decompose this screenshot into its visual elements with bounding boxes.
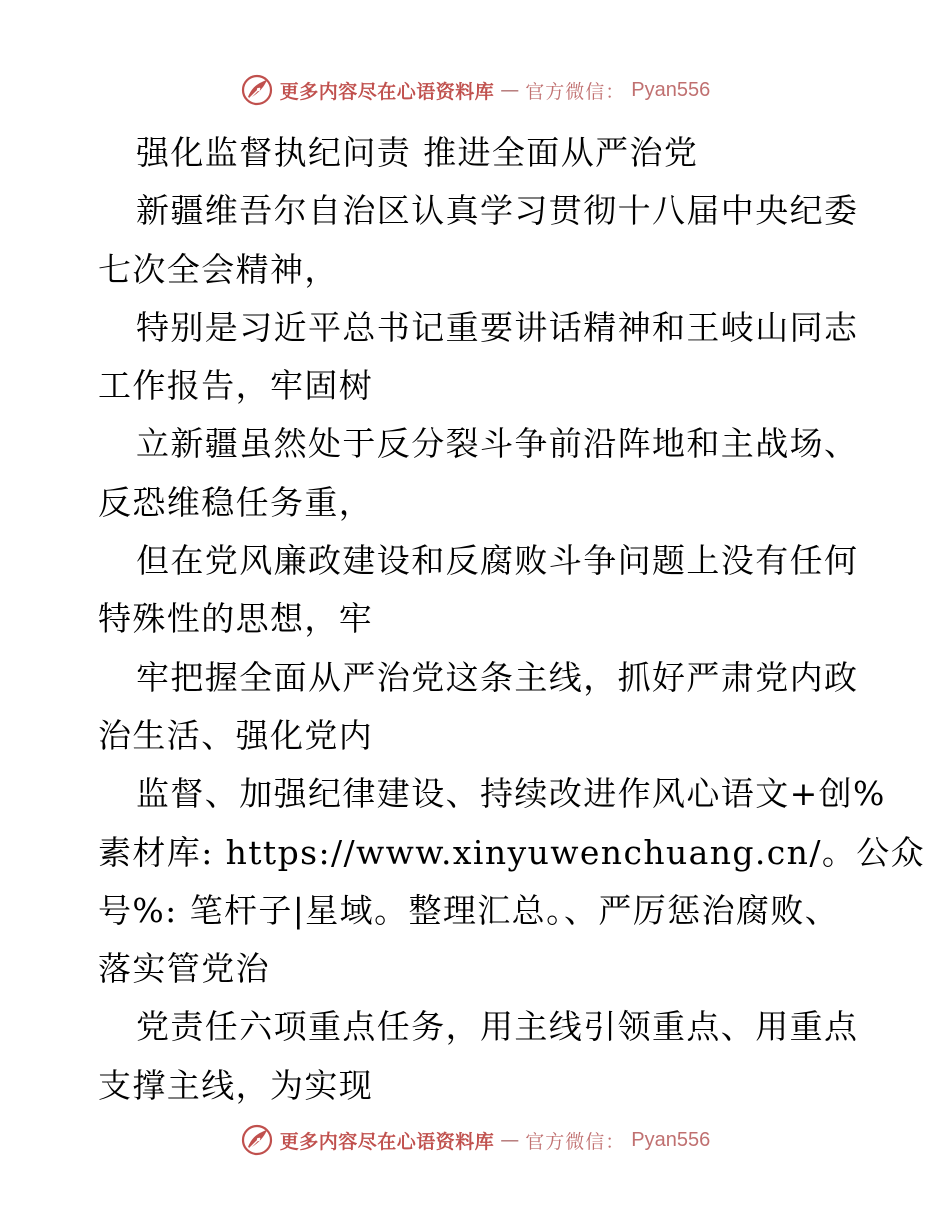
paragraph-line: 号%: 笔杆子|星域。整理汇总。、严厉惩治腐败、 bbox=[98, 890, 840, 930]
paragraph-line: 特别是习近平总书记重要讲话精神和王岐山同志 bbox=[136, 307, 859, 347]
paragraph-line: 素材库: https://www.xinyuwenchuang.cn/。公众 bbox=[98, 832, 926, 872]
paragraph-line: 党责任六项重点任务，用主线引领重点、用重点 bbox=[136, 1007, 859, 1047]
wechat-id: Pyan556 bbox=[631, 78, 711, 101]
paragraph-line: 支撑主线，为实现 bbox=[98, 1065, 374, 1105]
footer-banner bbox=[0, 1118, 950, 1162]
footer-banner-content bbox=[240, 1123, 711, 1157]
banner-separator: — bbox=[500, 1129, 520, 1151]
pen-nib-logo-icon bbox=[240, 73, 274, 107]
banner-separator: — bbox=[500, 79, 520, 101]
paragraph-line: 新疆维吾尔自治区认真学习贯彻十八届中央纪委 bbox=[136, 191, 859, 231]
wechat-label: 官方微信： bbox=[525, 80, 626, 103]
wechat-label: 官方微信： bbox=[525, 1130, 626, 1153]
paragraph-line: 立新疆虽然处于反分裂斗争前沿阵地和主战场、 bbox=[136, 424, 859, 464]
paragraph-line: 落实管党治 bbox=[98, 949, 270, 989]
paragraph-line: 但在党风廉政建设和反腐败斗争问题上没有任何 bbox=[136, 541, 859, 581]
header-banner-content bbox=[240, 73, 711, 107]
paragraph-line: 特殊性的思想，牢 bbox=[98, 599, 374, 639]
pen-nib-logo-icon bbox=[240, 1123, 274, 1157]
paragraph-line: 监督、加强纪律建设、持续改进作风心语文+创% bbox=[136, 774, 886, 814]
paragraph-line: 七次全会精神， bbox=[98, 249, 339, 289]
wechat-id: Pyan556 bbox=[631, 1128, 711, 1151]
paragraph-line: 牢把握全面从严治党这条主线，抓好严肃党内政 bbox=[136, 657, 859, 697]
document-body bbox=[98, 124, 926, 1115]
header-banner bbox=[0, 68, 950, 112]
document-title: 强化监督执纪问责 推进全面从严治党 bbox=[136, 133, 699, 172]
promo-text: 更多内容尽在心语资料库 bbox=[279, 80, 495, 103]
paragraph-line: 工作报告，牢固树 bbox=[98, 366, 374, 406]
paragraph-line: 反恐维稳任务重， bbox=[98, 482, 374, 522]
paragraph-line: 治生活、强化党内 bbox=[98, 715, 374, 755]
promo-text: 更多内容尽在心语资料库 bbox=[279, 1130, 495, 1153]
